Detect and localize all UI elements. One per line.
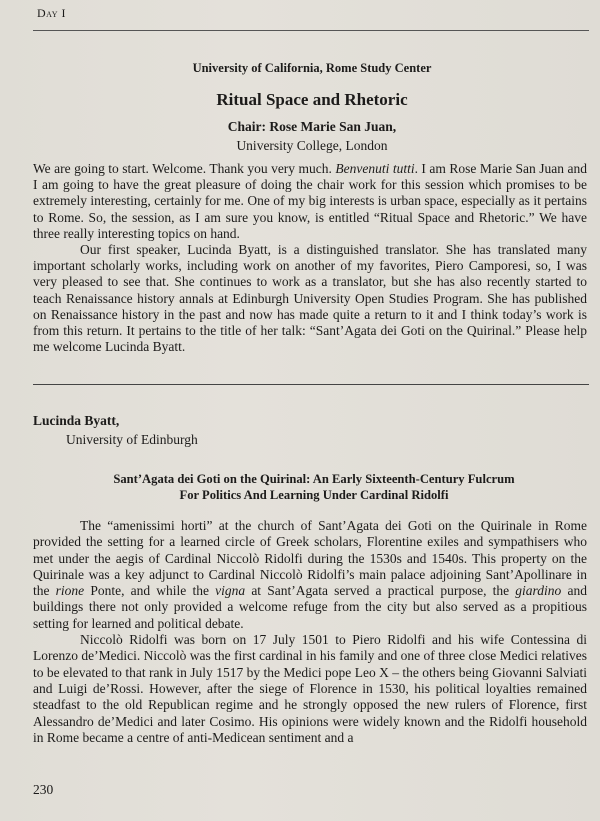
speaker-name: Lucinda Byatt, [33, 413, 120, 428]
chair-label: Chair: [227, 119, 267, 134]
chair-name: Rose Marie San Juan, [269, 119, 397, 134]
body-text: The “amenissimi horti” at the church of Sant’Agata dei Goti on the Quirinale in Rome provided the setting for a learned circle of Greek scholars, Florentine exiles and sympathisers who met under the aegis of Cardinal Niccolò Ridolfi during the 1530s and 1540s. This property on the Quirinale was a key adjunct to Cardinal Niccolò Ridolfi’s main palace adjoining Sant’Apollinare in the [33, 518, 587, 599]
intro-text: . I am Rose Marie San Juan and I am going to have the great pleasure of doing the chair work for this session which promises to be extremely interesting, certainly for me. One of my big interests is urban space, especially as it pertains to Rome. So, the session, as I am sure you know, is entitled “Ritual Space and Rhetoric.” We have three really interesting topics on hand. [33, 161, 587, 241]
body-text: and buildings there not only provided a welcome refuge from the city but also served as a propitious setting for learned and political debate. [33, 583, 587, 631]
body-text: Ponte, and while the [84, 583, 216, 599]
chair-affiliation: University College, London [236, 138, 388, 153]
talk-title-line-2: For Politics And Learning Under Cardinal Ridolfi [179, 488, 449, 502]
running-head: Day I [37, 6, 66, 20]
body-text: at Sant’Agata served a practical purpose, the [245, 583, 516, 599]
body-italic: giardino [515, 583, 562, 599]
body-paragraph-1 [33, 518, 587, 632]
speaker-affiliation: University of Edinburgh [66, 432, 198, 447]
page-number: 230 [33, 782, 54, 797]
intro-italic: Benvenuti tutti [335, 161, 415, 176]
body-paragraph-2: Niccolò Ridolfi was born on 17 July 1501 to Piero Ridolfi and his wife Contessina di Lorenzo de’Medici. Niccolò was the first cardinal in his family and one of three close Medici relatives to be elevated to that rank in July 1517 by the Medici pope Leo X – the others being Giovanni Salviati and Luigi de’Rossi. However, after the siege of Florence in 1530, his political loyalties remained steadfast to the old Republican regime and he strongly opposed the new rulers of Florence, first Alessandro de’Medici and later Cosimo. His opinions were widely known and the Ridolfi household in Rome became a centre of anti-Medicean sentiment and a [33, 632, 587, 745]
talk-body [33, 518, 587, 746]
intro-paragraph-2: Our first speaker, Lucinda Byatt, is a distinguished translator. She has translated many important scholarly works, including work on another of my favorites, Piero Camporesi, so, I was very pleased to see that. She continues to work as a translator, but she has also recently started to teach Renaissance history annals at Edinburgh University Open Studies Program. She has published on Renaissance history in the past and now has made quite a return to it and I think today’s work is from this return. It pertains to the title of her talk: “Sant’Agata dei Goti on the Quirinal.” Please help me welcome Lucinda Byatt. [33, 242, 587, 355]
talk-title-line-1: Sant’Agata dei Goti on the Quirinal: An Early Sixteenth-Century Fulcrum [113, 472, 515, 486]
body-italic: vigna [215, 583, 246, 599]
intro-text: We are going to start. Welcome. Thank you very much. [33, 161, 336, 176]
section-rule [33, 384, 589, 385]
body-italic: rione [55, 583, 85, 599]
talk-title [0, 471, 600, 503]
chair-introduction [33, 161, 587, 355]
intro-paragraph-1 [33, 161, 587, 242]
organization-heading: University of California, Rome Study Center [192, 61, 432, 75]
chair-line [0, 119, 600, 135]
session-title: Ritual Space and Rhetoric [216, 90, 408, 109]
top-rule [33, 30, 589, 31]
